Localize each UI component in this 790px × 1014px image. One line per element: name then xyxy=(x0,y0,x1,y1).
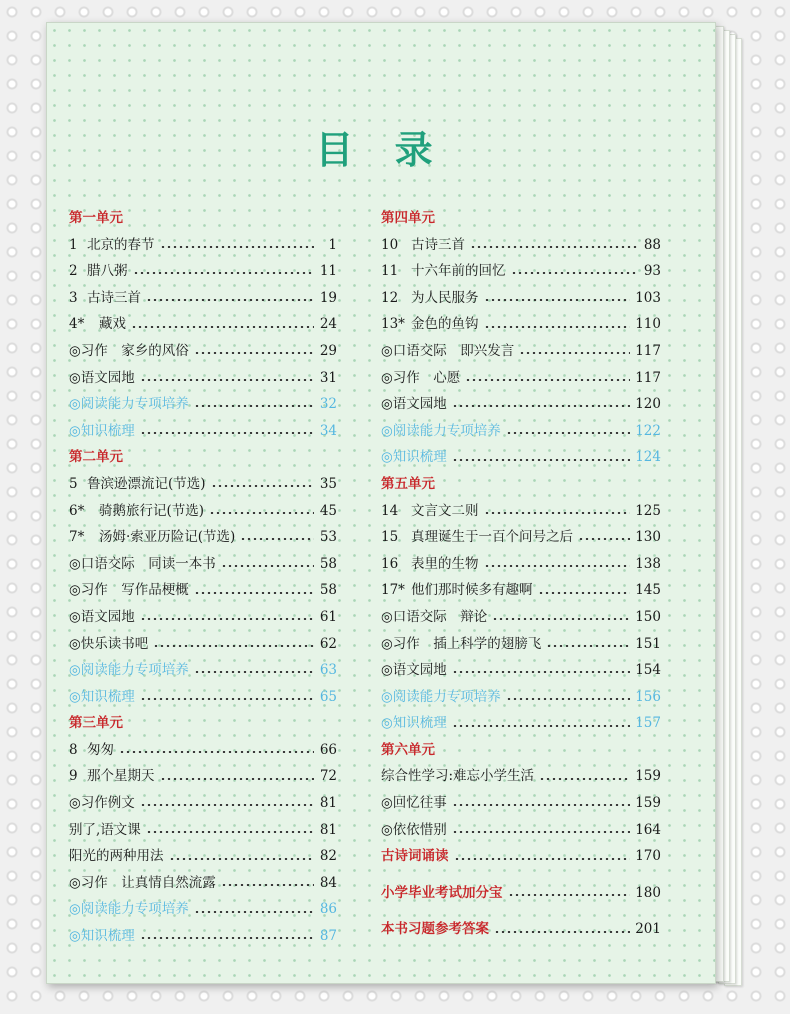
entry-title: 他们那时候多有趣啊 xyxy=(411,582,533,599)
contents-page xyxy=(46,22,716,984)
dot-leader xyxy=(160,778,315,780)
page-number: 150 xyxy=(635,608,661,625)
page-number: 87 xyxy=(319,928,337,945)
page-number: 82 xyxy=(319,848,337,865)
dot-leader xyxy=(519,352,630,354)
entry-number: 2 xyxy=(69,263,78,280)
page-number: 201 xyxy=(635,921,661,938)
entry-title: ◎语文园地 xyxy=(69,369,135,386)
toc-entry xyxy=(381,311,661,338)
page-number: 151 xyxy=(635,635,661,652)
page-number: 31 xyxy=(319,369,337,386)
page-number: 29 xyxy=(319,342,337,359)
toc-entry xyxy=(69,498,337,525)
page-number: 124 xyxy=(635,449,661,466)
toc-entry xyxy=(69,311,337,338)
spacer xyxy=(381,906,661,916)
dot-leader xyxy=(146,299,314,301)
book-page-stack xyxy=(46,22,746,988)
page-number: 88 xyxy=(643,236,661,253)
entry-title: 匆匆 xyxy=(87,741,114,758)
dot-leader xyxy=(506,432,630,434)
page-number: 120 xyxy=(635,396,661,413)
toc-entry xyxy=(381,444,661,471)
entry-title: 十六年前的回忆 xyxy=(411,263,506,280)
dot-leader xyxy=(194,911,314,913)
page-number: 145 xyxy=(635,582,661,599)
dot-leader xyxy=(140,698,314,700)
entry-title: 腊八粥 xyxy=(87,263,128,280)
entry-number: 5 xyxy=(69,475,78,492)
entry-title: 小学毕业考试加分宝 xyxy=(381,884,503,901)
entry-title: 汤姆·索亚历险记(节选) xyxy=(99,529,236,546)
toc-entry xyxy=(381,657,661,684)
entry-title: 古诗三首 xyxy=(411,236,465,253)
dot-leader xyxy=(452,405,630,407)
entry-number: 6* xyxy=(69,502,85,519)
toc-entry xyxy=(381,285,661,312)
dot-leader xyxy=(506,698,630,700)
entry-title: ◎知识梳理 xyxy=(381,449,447,466)
entry-title: ◎知识梳理 xyxy=(381,715,447,732)
toc-entry xyxy=(69,657,337,684)
toc-entry xyxy=(69,631,337,658)
dot-leader xyxy=(578,538,630,540)
toc-entry xyxy=(381,604,661,631)
entry-number: 12 xyxy=(381,289,399,306)
toc-entry xyxy=(381,232,661,259)
page-number: 103 xyxy=(635,289,661,306)
toc-entry xyxy=(381,631,661,658)
toc-entry xyxy=(69,418,337,445)
entry-title: 为人民服务 xyxy=(411,289,479,306)
toc-entry xyxy=(69,338,337,365)
entry-title: 表里的生物 xyxy=(411,555,479,572)
entry-number: 4* xyxy=(69,316,85,333)
dot-leader xyxy=(452,725,630,727)
dot-leader xyxy=(546,645,630,647)
dot-leader xyxy=(133,272,315,274)
dot-leader xyxy=(211,485,314,487)
spacer xyxy=(381,870,661,880)
dot-leader xyxy=(452,671,630,673)
entry-title: ◎习作例文 xyxy=(69,795,135,812)
dot-leader xyxy=(221,884,314,886)
page-number: 61 xyxy=(319,608,337,625)
page-number: 63 xyxy=(319,662,337,679)
dot-leader xyxy=(194,592,314,594)
unit-title: 第四单元 xyxy=(381,210,435,226)
page-number: 45 xyxy=(319,502,337,519)
entry-title: ◎口语交际 即兴发言 xyxy=(381,342,515,359)
entry-title: ◎阅读能力专项培养 xyxy=(69,901,189,918)
dot-leader xyxy=(140,804,314,806)
dot-leader xyxy=(452,459,630,461)
toc-entry xyxy=(69,790,337,817)
toc-entry xyxy=(69,737,337,764)
entry-number: 15 xyxy=(381,529,399,546)
dot-leader xyxy=(484,299,631,301)
entry-number: 8 xyxy=(69,741,78,758)
entry-title: ◎知识梳理 xyxy=(69,928,135,945)
page-number: 180 xyxy=(635,884,661,901)
entry-title: ◎语文园地 xyxy=(381,396,447,413)
page-number: 130 xyxy=(635,529,661,546)
dot-leader xyxy=(221,565,314,567)
dot-leader xyxy=(452,831,630,833)
entry-title: 别了,语文课 xyxy=(69,821,141,838)
toc-entry xyxy=(381,763,661,790)
entry-title: ◎阅读能力专项培养 xyxy=(69,396,189,413)
page-number: 53 xyxy=(319,529,337,546)
toc-entry xyxy=(381,498,661,525)
dot-leader xyxy=(119,751,314,753)
toc-entry xyxy=(69,577,337,604)
dot-leader xyxy=(452,804,630,806)
entry-number: 11 xyxy=(381,263,399,280)
entry-title: ◎习作 让真情自然流露 xyxy=(69,874,216,891)
dot-leader xyxy=(140,379,314,381)
entry-title: 金色的鱼钩 xyxy=(411,316,479,333)
toc-entry xyxy=(69,258,337,285)
page-number: 34 xyxy=(319,422,337,439)
toc-entry xyxy=(381,790,661,817)
dot-leader xyxy=(153,645,314,647)
page-number: 159 xyxy=(635,768,661,785)
page-number: 62 xyxy=(319,635,337,652)
toc-entry xyxy=(69,391,337,418)
unit-title: 第五单元 xyxy=(381,475,435,492)
toc-right-column xyxy=(381,205,661,943)
toc-entry xyxy=(381,916,661,943)
dot-leader xyxy=(146,831,314,833)
toc-entry xyxy=(69,471,337,498)
dot-leader xyxy=(538,592,631,594)
page-number: 170 xyxy=(635,848,661,865)
toc-entry xyxy=(381,551,661,578)
dot-leader xyxy=(194,352,314,354)
entry-title: ◎口语交际 辩论 xyxy=(381,608,488,625)
page-number: 84 xyxy=(319,874,337,891)
page-number: 58 xyxy=(319,555,337,572)
entry-title: 阳光的两种用法 xyxy=(69,848,164,865)
page-number: 110 xyxy=(635,316,661,333)
page-number: 65 xyxy=(319,688,337,705)
toc-entry xyxy=(69,551,337,578)
dot-leader xyxy=(131,326,314,328)
unit-title: 第六单元 xyxy=(381,741,435,758)
page-number: 122 xyxy=(635,422,661,439)
toc-entry xyxy=(69,232,337,259)
page-number: 138 xyxy=(635,555,661,572)
entry-title: ◎知识梳理 xyxy=(69,688,135,705)
toc-entry xyxy=(69,684,337,711)
page-number: 164 xyxy=(635,821,661,838)
page-number: 58 xyxy=(319,582,337,599)
dot-leader xyxy=(465,379,630,381)
entry-number: 10 xyxy=(381,236,399,253)
page-number: 35 xyxy=(319,475,337,492)
page-number: 32 xyxy=(319,396,337,413)
dot-leader xyxy=(508,894,631,896)
toc-entry xyxy=(69,365,337,392)
page-number: 117 xyxy=(635,342,661,359)
unit-title: 第三单元 xyxy=(69,715,123,732)
entry-title: 那个星期天 xyxy=(87,768,155,785)
dot-leader xyxy=(539,778,630,780)
entry-title: ◎语文园地 xyxy=(69,608,135,625)
page-number: 11 xyxy=(319,263,337,280)
page-number: 159 xyxy=(635,795,661,812)
toc-entry xyxy=(381,391,661,418)
page-number: 125 xyxy=(635,502,661,519)
entry-title: 北京的春节 xyxy=(87,236,155,253)
entry-number: 9 xyxy=(69,768,78,785)
entry-title: ◎习作 家乡的风俗 xyxy=(69,342,189,359)
entry-title: 本书习题参考答案 xyxy=(381,921,489,938)
toc-entry xyxy=(381,843,661,870)
unit-heading xyxy=(381,737,661,764)
entry-title: 鲁滨逊漂流记(节选) xyxy=(87,475,206,492)
toc-entry xyxy=(69,285,337,312)
toc-entry xyxy=(381,524,661,551)
dot-leader xyxy=(492,618,630,620)
page-number: 72 xyxy=(319,768,337,785)
toc-entry xyxy=(381,258,661,285)
toc-entry xyxy=(381,577,661,604)
entry-number: 7* xyxy=(69,529,85,546)
toc-entry xyxy=(381,710,661,737)
entry-title: ◎知识梳理 xyxy=(69,422,135,439)
page-number: 19 xyxy=(319,289,337,306)
entry-number: 16 xyxy=(381,555,399,572)
page-number: 157 xyxy=(635,715,661,732)
dot-leader xyxy=(140,618,314,620)
entry-title: ◎回忆往事 xyxy=(381,795,447,812)
toc-entry xyxy=(69,843,337,870)
entry-title: 古诗三首 xyxy=(87,289,141,306)
toc-entry xyxy=(381,338,661,365)
page-number: 117 xyxy=(635,369,661,386)
dot-leader xyxy=(470,246,638,248)
dot-leader xyxy=(494,931,630,933)
entry-title: 骑鹅旅行记(节选) xyxy=(99,502,205,519)
dot-leader xyxy=(140,432,314,434)
toc-entry xyxy=(69,870,337,897)
entry-title: ◎习作 写作品梗概 xyxy=(69,582,189,599)
entry-number: 17* xyxy=(381,582,405,599)
dot-leader xyxy=(454,858,631,860)
dot-leader xyxy=(240,538,314,540)
entry-title: 综合性学习:难忘小学生活 xyxy=(381,768,535,785)
entry-title: ◎语文园地 xyxy=(381,662,447,679)
entry-number: 3 xyxy=(69,289,78,306)
page-number: 81 xyxy=(319,821,337,838)
unit-heading xyxy=(381,205,661,232)
dot-leader xyxy=(209,512,314,514)
toc-entry xyxy=(381,365,661,392)
dot-leader xyxy=(511,272,639,274)
entry-title: ◎口语交际 同读一本书 xyxy=(69,555,216,572)
page-number: 154 xyxy=(635,662,661,679)
toc-entry xyxy=(381,880,661,907)
entry-title: ◎阅读能力专项培养 xyxy=(69,662,189,679)
page-number: 93 xyxy=(643,263,661,280)
entry-title: ◎快乐读书吧 xyxy=(69,635,149,652)
toc-entry xyxy=(69,923,337,950)
entry-number: 13* xyxy=(381,316,405,333)
toc-entry xyxy=(381,817,661,844)
dot-leader xyxy=(484,565,631,567)
entry-title: 藏戏 xyxy=(99,316,126,333)
entry-title: ◎习作 插上科学的翅膀飞 xyxy=(381,635,542,652)
dot-leader xyxy=(194,405,314,407)
entry-title: ◎习作 心愿 xyxy=(381,369,461,386)
dot-leader xyxy=(194,671,314,673)
unit-heading xyxy=(69,205,337,232)
toc-entry xyxy=(69,817,337,844)
page-number: 81 xyxy=(319,795,337,812)
toc-entry xyxy=(381,418,661,445)
dot-leader xyxy=(160,246,315,248)
dot-leader xyxy=(140,937,314,939)
unit-title: 第一单元 xyxy=(69,210,123,226)
entry-title: ◎依依惜别 xyxy=(381,821,447,838)
entry-number: 14 xyxy=(381,502,399,519)
entry-title: ◎阅读能力专项培养 xyxy=(381,422,501,439)
page-number: 24 xyxy=(319,316,337,333)
toc-entry xyxy=(69,604,337,631)
toc-entry xyxy=(69,896,337,923)
page-number: 86 xyxy=(319,901,337,918)
entry-title: ◎阅读能力专项培养 xyxy=(381,688,501,705)
unit-heading xyxy=(381,471,661,498)
entry-number: 1 xyxy=(69,236,78,253)
page-title: 目 录 xyxy=(315,127,447,172)
page-number: 66 xyxy=(319,741,337,758)
unit-title: 第二单元 xyxy=(69,449,123,466)
entry-title: 文言文二则 xyxy=(411,502,479,519)
entry-title: 古诗词诵读 xyxy=(381,848,449,865)
unit-heading xyxy=(69,444,337,471)
dot-leader xyxy=(484,326,631,328)
page-number: 1 xyxy=(328,236,337,253)
unit-heading xyxy=(69,710,337,737)
toc-entry xyxy=(381,684,661,711)
page-number: 156 xyxy=(635,688,661,705)
toc-left-column xyxy=(69,205,337,950)
dot-leader xyxy=(484,512,631,514)
entry-title: 真理诞生于一百个问号之后 xyxy=(411,529,573,546)
dot-leader xyxy=(169,858,315,860)
toc-entry xyxy=(69,763,337,790)
toc-entry xyxy=(69,524,337,551)
